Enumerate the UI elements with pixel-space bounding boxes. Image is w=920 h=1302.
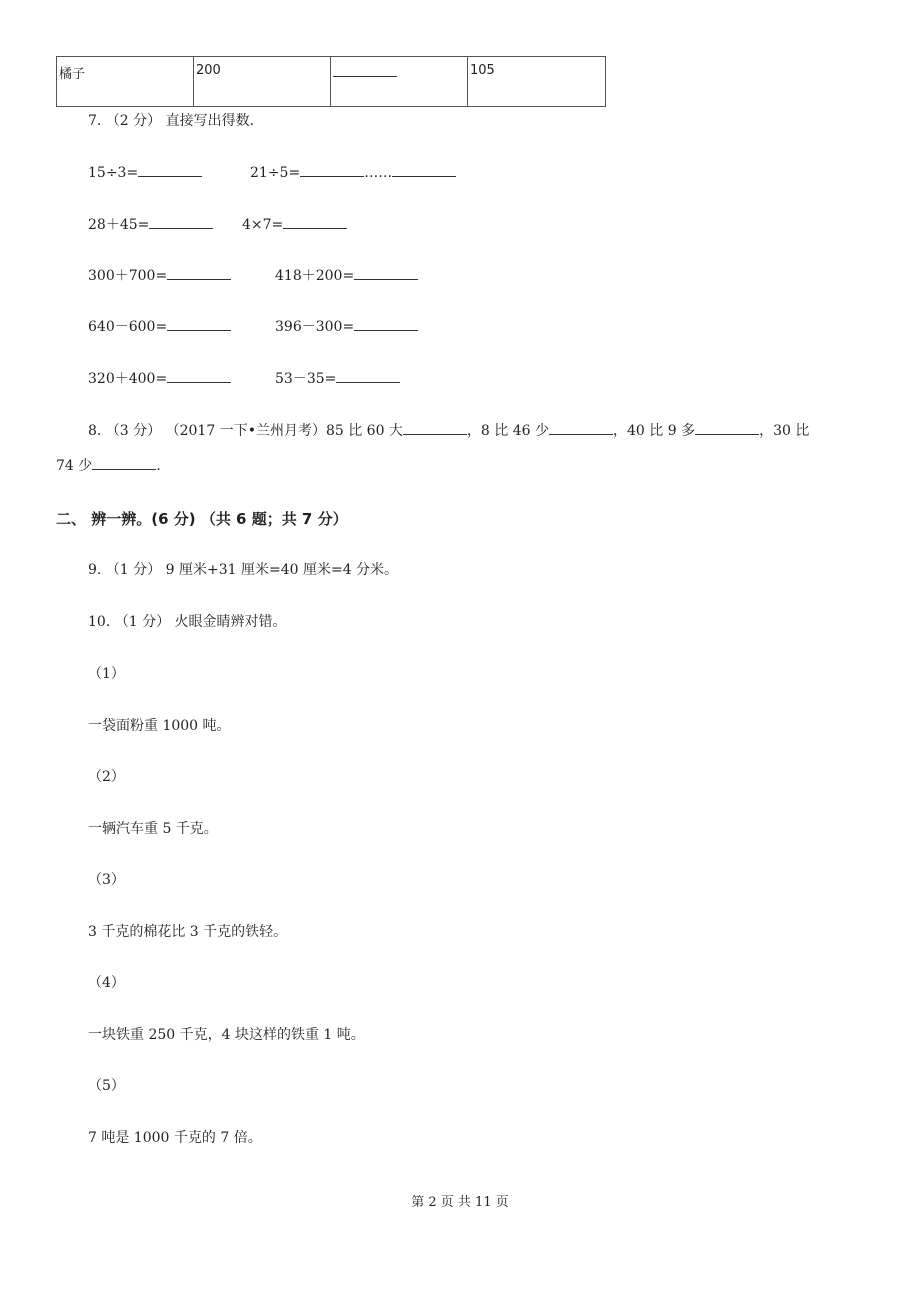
answer-blank[interactable] bbox=[283, 215, 347, 229]
answer-blank[interactable] bbox=[333, 63, 397, 77]
section-2-heading: 二、 辨一辨。(6 分) （共 6 题；共 7 分） bbox=[56, 510, 348, 528]
q7-row-3 bbox=[88, 266, 231, 286]
table-cell-name: 橘子 bbox=[57, 57, 194, 107]
q8-text: 74 少 bbox=[56, 458, 93, 474]
q10-part-number: （1） bbox=[88, 666, 125, 682]
q7-row-2-b bbox=[242, 215, 347, 235]
q10-part-text: 一辆汽车重 5 千克。 bbox=[88, 821, 218, 837]
q8-text: 8. （3 分） （2017 一下•兰州月考）85 比 60 大 bbox=[88, 423, 403, 439]
q10-part-text: 一块铁重 250 千克，4 块这样的铁重 1 吨。 bbox=[88, 1027, 365, 1043]
answer-blank[interactable] bbox=[392, 163, 456, 177]
q7-expr: 21÷5= bbox=[250, 165, 301, 181]
q7-row-2 bbox=[88, 215, 213, 235]
q10-part-number: （3） bbox=[88, 872, 125, 888]
answer-blank[interactable] bbox=[149, 215, 213, 229]
q7-row-1 bbox=[88, 163, 202, 183]
answer-blank[interactable] bbox=[695, 421, 759, 435]
answer-blank[interactable] bbox=[167, 317, 231, 331]
q8-text: ，8 比 46 少 bbox=[466, 423, 550, 439]
table-row bbox=[57, 57, 606, 107]
answer-blank[interactable] bbox=[403, 421, 467, 435]
q7-expr: 396－300= bbox=[275, 319, 355, 335]
q10-part-number: （5） bbox=[88, 1078, 125, 1094]
q7-expr: 300＋700= bbox=[88, 268, 168, 284]
answer-blank[interactable] bbox=[92, 456, 156, 470]
answer-blank[interactable] bbox=[336, 369, 400, 383]
answer-blank[interactable] bbox=[354, 317, 418, 331]
q8-text: . bbox=[156, 458, 161, 474]
q10-part-text: 一袋面粉重 1000 吨。 bbox=[88, 718, 231, 734]
question-9: 9. （1 分） 9 厘米+31 厘米=40 厘米=4 分米。 bbox=[88, 562, 399, 578]
remainder-dots: …… bbox=[364, 165, 393, 181]
q7-row-1-b bbox=[250, 163, 456, 183]
page-footer: 第 2 页 共 11 页 bbox=[411, 1195, 509, 1210]
fruit-table bbox=[56, 56, 606, 107]
q7-expr: 640－600= bbox=[88, 319, 168, 335]
q7-expr: 418＋200= bbox=[275, 268, 355, 284]
q7-expr: 4×7= bbox=[242, 217, 284, 233]
question-8-line-1 bbox=[88, 421, 809, 441]
q10-part-text: 7 吨是 1000 千克的 7 倍。 bbox=[88, 1130, 262, 1146]
q7-row-4-b bbox=[275, 317, 418, 337]
q7-expr: 28＋45= bbox=[88, 217, 150, 233]
table-cell-value: 200 bbox=[194, 57, 331, 107]
q8-text: ，30 比 bbox=[759, 423, 810, 439]
q10-part-number: （2） bbox=[88, 769, 125, 785]
answer-blank[interactable] bbox=[138, 163, 202, 177]
q7-row-5-b bbox=[275, 369, 400, 389]
q7-expr: 53－35= bbox=[275, 371, 337, 387]
answer-blank[interactable] bbox=[167, 266, 231, 280]
table-cell-value: 105 bbox=[468, 57, 606, 107]
answer-blank[interactable] bbox=[354, 266, 418, 280]
q7-row-4 bbox=[88, 317, 231, 337]
answer-blank[interactable] bbox=[549, 421, 613, 435]
answer-blank[interactable] bbox=[167, 369, 231, 383]
table-cell-blank bbox=[331, 57, 468, 107]
question-10-title: 10. （1 分） 火眼金睛辨对错。 bbox=[88, 614, 287, 630]
question-7-title: 7. （2 分） 直接写出得数. bbox=[88, 113, 255, 129]
answer-blank[interactable] bbox=[300, 163, 364, 177]
q7-row-5 bbox=[88, 369, 231, 389]
q7-expr: 15÷3= bbox=[88, 165, 139, 181]
q7-row-3-b bbox=[275, 266, 418, 286]
question-8-line-2 bbox=[56, 456, 161, 476]
q10-part-number: （4） bbox=[88, 975, 125, 991]
q8-text: ，40 比 9 多 bbox=[613, 423, 696, 439]
q7-expr: 320＋400= bbox=[88, 371, 168, 387]
q10-part-text: 3 千克的棉花比 3 千克的铁轻。 bbox=[88, 924, 288, 940]
